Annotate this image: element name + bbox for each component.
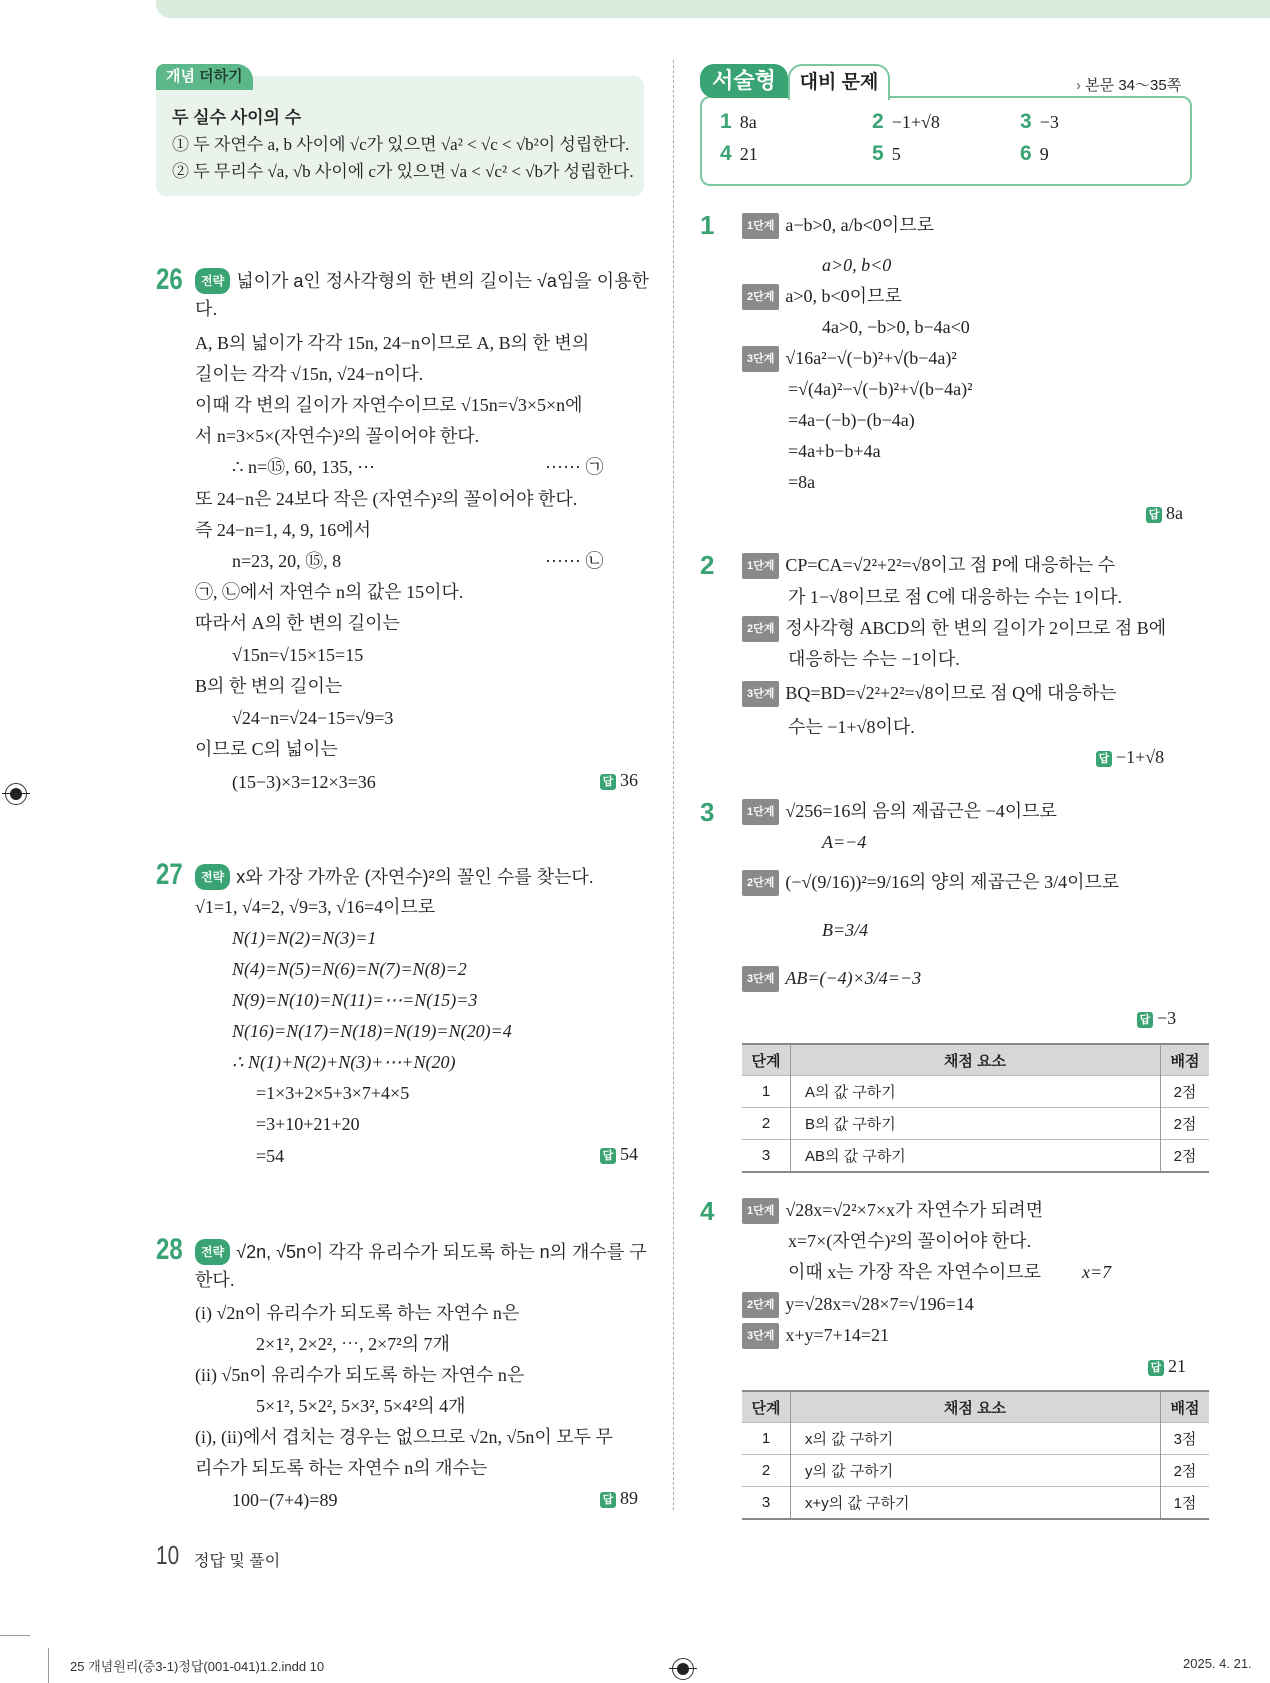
solution-line: √15n=√15×15=15 <box>232 645 364 665</box>
concept-line-2: ② 두 무리수 √a, √b 사이에 c가 있으면 √a < √c² < √b가 성립한다. <box>172 162 634 181</box>
step-line: =8a <box>788 472 816 492</box>
concept-line-1: ① 두 자연수 a, b 사이에 √c가 있으면 √a² < √c < √b²이 성립한다. <box>172 135 630 154</box>
concept-title: 두 실수 사이의 수 <box>172 108 302 127</box>
scoring-table-4: 단계 채점 요소 배점 1 x의 값 구하기 3점 2 y의 값 구하기 2점 3 x+y의 값 구하기 1점 <box>742 1390 1209 1520</box>
step-badge: 3단계 <box>742 1323 779 1349</box>
summary-answer-1: 1 8a <box>720 110 757 133</box>
step-badge: 3단계 <box>742 346 779 372</box>
solution-line: n=23, 20, ⑮, 8 <box>232 551 342 571</box>
descriptive-number-3: 3 <box>700 797 715 827</box>
step-line: 수는 −1+√8이다. <box>788 717 915 737</box>
step-badge: 2단계 <box>742 870 779 896</box>
solution-line: (i) √2n이 유리수가 되도록 하는 자연수 n은 <box>195 1303 520 1323</box>
table-row: 3 x+y의 값 구하기 1점 <box>742 1487 1209 1520</box>
problem-number-26: 26 <box>156 263 183 296</box>
step-badge: 2단계 <box>742 616 779 642</box>
step-badge: 3단계 <box>742 681 779 707</box>
step-badge: 1단계 <box>742 799 779 825</box>
step-badge: 1단계 <box>742 553 779 579</box>
solution-line: 서 n=3×5×(자연수)²의 꼴이어야 한다. <box>195 426 480 446</box>
descriptive-number-4: 4 <box>700 1196 715 1226</box>
summary-box <box>700 96 1192 186</box>
solution-line: 5×1², 5×2², 5×3², 5×4²의 4개 <box>256 1396 466 1416</box>
answer-d3: 답 −3 <box>1137 1008 1176 1029</box>
strategy-text-cont: 다. <box>195 299 218 319</box>
solution-line: 즉 24−n=1, 4, 9, 16에서 <box>195 520 371 540</box>
slug-bar <box>48 1648 49 1683</box>
strategy-text: 넓이가 a인 정사각형의 한 변의 길이는 √a임을 이용한 <box>236 271 649 291</box>
solution-line: ∴ n=⑮, 60, 135, ⋯ <box>232 457 376 477</box>
table-row: 1 A의 값 구하기 2점 <box>742 1076 1209 1108</box>
answer-d1: 답 8a <box>1146 503 1183 524</box>
step-badge: 1단계 <box>742 1198 779 1224</box>
answer-26: 답 36 <box>600 770 638 791</box>
page-reference: › 본문 34～35쪽 <box>1076 77 1182 94</box>
step-line: 대응하는 수는 −1이다. <box>788 649 960 669</box>
solution-line: =3+10+21+20 <box>256 1114 360 1134</box>
section-label: 정답 및 풀이 <box>194 1553 281 1570</box>
concept-tab-primary: 개념 <box>166 68 195 85</box>
step-line: a>0, b<0 <box>822 255 892 275</box>
answer-28: 답 89 <box>600 1488 638 1509</box>
solution-line: A, B의 넓이가 각각 15n, 24−n이므로 A, B의 한 변의 <box>195 333 590 353</box>
step-line: 4a>0, −b>0, b−4a<0 <box>822 317 970 337</box>
descriptive-number-1: 1 <box>700 210 715 240</box>
answer-badge-icon: 답 <box>600 774 616 790</box>
answer-d2: 답 −1+√8 <box>1096 747 1164 768</box>
problem-number-27: 27 <box>156 858 183 891</box>
step-line: =4a−(−b)−(b−4a) <box>788 410 915 430</box>
slug-date: 2025. 4. 21. <box>1183 1656 1252 1671</box>
solution-line: (i), (ii)에서 겹치는 경우는 없으므로 √2n, √5n이 모두 무 <box>195 1427 613 1447</box>
step-line: =4a+b−b+4a <box>788 441 881 461</box>
step-line: 가 1−√8이므로 점 C에 대응하는 수는 1이다. <box>788 587 1122 607</box>
table-row: 2 B의 값 구하기 2점 <box>742 1108 1209 1140</box>
summary-answer-2: 2 −1+√8 <box>872 110 940 133</box>
step-line: B=3/4 <box>822 920 869 940</box>
summary-answer-3: 3 −3 <box>1020 110 1059 133</box>
top-band <box>156 0 1270 18</box>
summary-tab-secondary: 대비 문제 <box>788 64 890 100</box>
answer-d4: 답 21 <box>1148 1356 1186 1377</box>
summary-answer-5: 5 5 <box>872 142 901 165</box>
solution-line: (15−3)×3=12×3=36 <box>232 772 376 792</box>
table-row: 3 AB의 값 구하기 2점 <box>742 1140 1209 1173</box>
problem-number-28: 28 <box>156 1233 183 1266</box>
solution-line: =1×3+2×5+3×7+4×5 <box>256 1083 410 1103</box>
solution-line: N(4)=N(5)=N(6)=N(7)=N(8)=2 <box>232 959 467 979</box>
solution-line: 길이는 각각 √15n, √24−n이다. <box>195 364 424 384</box>
solution-line: N(9)=N(10)=N(11)=⋯=N(15)=3 <box>232 990 478 1010</box>
step-badge: 2단계 <box>742 1292 779 1318</box>
concept-tab <box>156 64 253 90</box>
marker-1: ······ ㉠ <box>545 457 604 477</box>
answer-27: 답 54 <box>600 1144 638 1165</box>
solution-line: ∴ N(1)+N(2)+N(3)+⋯+N(20) <box>232 1052 456 1072</box>
solution-line: 리수가 되도록 하는 자연수 n의 개수는 <box>195 1458 488 1478</box>
chevron-right-icon: › <box>1076 77 1081 94</box>
answer-badge-icon: 답 <box>600 1492 616 1508</box>
slug-filename: 25 개념원리(중3-1)정답(001-041)1.2.indd 10 <box>70 1659 325 1674</box>
answer-badge-icon: 답 <box>1137 1012 1153 1028</box>
solution-line: 100−(7+4)=89 <box>232 1490 338 1510</box>
scoring-table-3: 단계 채점 요소 배점 1 A의 값 구하기 2점 2 B의 값 구하기 2점 3 AB의 값 구하기 2점 <box>742 1043 1209 1173</box>
answer-badge-icon: 답 <box>1148 1360 1164 1376</box>
registration-mark-icon <box>5 783 27 805</box>
strategy-text: x와 가장 가까운 (자연수)²의 꼴인 수를 찾는다. <box>236 867 594 887</box>
step-badge: 1단계 <box>742 213 779 239</box>
strategy-badge: 전략 <box>195 1239 230 1265</box>
strategy-badge: 전략 <box>195 268 230 294</box>
page-number: 10 <box>156 1540 180 1570</box>
step-line: A=−4 <box>822 832 867 852</box>
solution-line: 2×1², 2×2², ⋯, 2×7²의 7개 <box>256 1334 450 1354</box>
strategy-text: √2n, √5n이 각각 유리수가 되도록 하는 n의 개수를 구 <box>236 1242 647 1262</box>
step-line: x=7×(자연수)²의 꼴이어야 한다. <box>788 1231 1032 1251</box>
solution-line: √24−n=√24−15=√9=3 <box>232 708 394 728</box>
answer-badge-icon: 답 <box>1096 751 1112 767</box>
solution-line: =54 <box>256 1146 285 1166</box>
answer-badge-icon: 답 <box>600 1148 616 1164</box>
solution-line: √1=1, √4=2, √9=3, √16=4이므로 <box>195 897 436 917</box>
solution-line: ㉠, ㉡에서 자연수 n의 값은 15이다. <box>195 582 464 602</box>
step-badge: 2단계 <box>742 284 779 310</box>
marker-2: ······ ㉡ <box>545 551 604 571</box>
summary-tab-primary: 서술형 <box>700 64 788 98</box>
solution-line: N(16)=N(17)=N(18)=N(19)=N(20)=4 <box>232 1021 512 1041</box>
slug-line <box>0 1635 30 1636</box>
strategy-text-cont: 한다. <box>195 1270 235 1290</box>
solution-line: B의 한 변의 길이는 <box>195 676 343 696</box>
table-row: 1 x의 값 구하기 3점 <box>742 1423 1209 1455</box>
solution-line: (ii) √5n이 유리수가 되도록 하는 자연수 n은 <box>195 1365 525 1385</box>
solution-line: N(1)=N(2)=N(3)=1 <box>232 928 377 948</box>
table-row: 2 y의 값 구하기 2점 <box>742 1455 1209 1487</box>
step-line: x=7 <box>1082 1262 1112 1282</box>
solution-line: 이때 각 변의 길이가 자연수이므로 √15n=√3×5×n에 <box>195 395 583 415</box>
descriptive-number-2: 2 <box>700 550 715 580</box>
step-line: =√(4a)²−√(−b)²+√(b−4a)² <box>788 379 973 399</box>
answer-badge-icon: 답 <box>1146 507 1162 523</box>
step-line: 이때 x는 가장 작은 자연수이므로 <box>788 1262 1042 1282</box>
solution-line: 이므로 C의 넓이는 <box>195 739 338 759</box>
registration-mark-icon <box>672 1658 694 1680</box>
strategy-badge: 전략 <box>195 864 230 890</box>
summary-answer-4: 4 21 <box>720 142 758 165</box>
solution-line: 또 24−n은 24보다 작은 (자연수)²의 꼴이어야 한다. <box>195 489 578 509</box>
summary-answer-6: 6 9 <box>1020 142 1049 165</box>
column-divider <box>673 60 674 1510</box>
step-badge: 3단계 <box>742 966 779 992</box>
solution-line: 따라서 A의 한 변의 길이는 <box>195 613 400 633</box>
concept-tab-secondary: 더하기 <box>199 68 243 85</box>
